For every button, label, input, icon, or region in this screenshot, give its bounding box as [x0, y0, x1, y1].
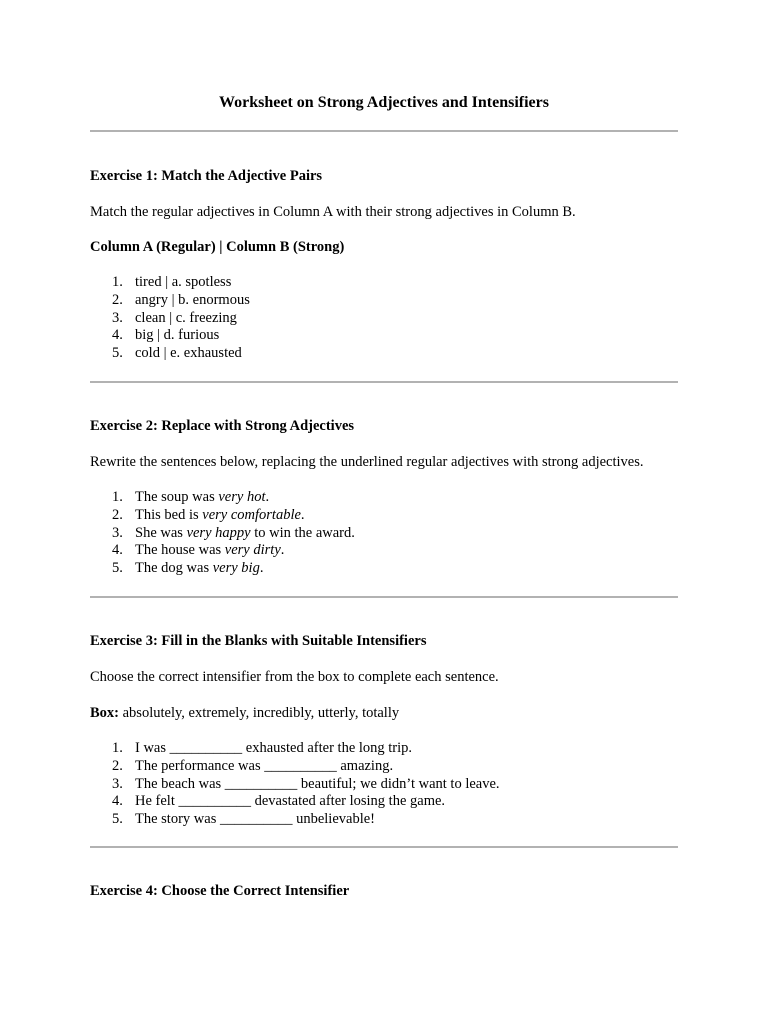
list-item	[90, 489, 355, 507]
item-number: 1.	[112, 489, 123, 505]
item-text-pre: The dog was	[135, 560, 213, 577]
list-item	[90, 740, 500, 758]
item-number: 2.	[112, 757, 123, 774]
divider	[90, 381, 678, 383]
item-number: 4.	[112, 542, 123, 559]
item-text: big | d. furious	[135, 327, 220, 344]
divider	[90, 130, 678, 132]
item-text: He felt __________ devastated after losing the game.	[135, 793, 446, 810]
list-item	[90, 776, 500, 794]
list-item	[90, 758, 500, 776]
exercise-2-list	[90, 489, 355, 578]
item-number: 2.	[112, 506, 123, 523]
box-label: Box:	[90, 705, 119, 721]
exercise-3-heading: Exercise 3: Fill in the Blanks with Suitable Intensifiers	[90, 633, 427, 649]
list-item	[90, 525, 355, 543]
item-text-post: .	[280, 542, 285, 559]
item-number: 4.	[112, 327, 123, 344]
item-number: 3.	[112, 309, 123, 326]
item-text-pre: The house was	[135, 542, 225, 559]
exercise-3-instruction: Choose the correct intensifier from the box to complete each sentence.	[90, 669, 499, 685]
item-text: cold | e. exhausted	[135, 345, 242, 362]
item-text: The performance was __________ amazing.	[135, 757, 394, 774]
list-item	[90, 560, 355, 578]
item-emphasis: very happy	[186, 524, 251, 541]
item-text-post: to win the award.	[250, 524, 355, 541]
box-words: absolutely, extremely, incredibly, utterly, totally	[119, 705, 400, 721]
list-item	[90, 274, 250, 292]
exercise-1-columns	[90, 238, 344, 256]
exercise-1-heading: Exercise 1: Match the Adjective Pairs	[90, 168, 323, 184]
exercise-2-heading: Exercise 2: Replace with Strong Adjectives	[90, 418, 355, 434]
item-text-pre: This bed is	[135, 506, 203, 523]
item-number: 5.	[112, 560, 123, 577]
divider	[90, 846, 678, 848]
item-number: 3.	[112, 524, 123, 541]
intensifier-box	[90, 704, 399, 722]
exercise-4-heading: Exercise 4: Choose the Correct Intensifier	[90, 883, 350, 899]
item-text-post: .	[259, 560, 264, 577]
item-number: 3.	[112, 775, 123, 792]
list-item	[90, 542, 355, 560]
item-number: 2.	[112, 291, 123, 308]
list-item	[90, 310, 250, 328]
item-emphasis: very hot	[218, 489, 266, 505]
item-text: The beach was __________ beautiful; we didn’t want to leave.	[135, 775, 500, 792]
item-text: clean | c. freezing	[135, 309, 237, 326]
divider	[90, 596, 678, 598]
exercise-2-instruction: Rewrite the sentences below, replacing the underlined regular adjectives with strong adjectives.	[90, 454, 644, 470]
list-item	[90, 793, 500, 811]
item-text: I was __________ exhausted after the long trip.	[135, 740, 413, 756]
item-number: 4.	[112, 793, 123, 810]
list-item	[90, 327, 250, 345]
list-item	[90, 292, 250, 310]
exercise-1-list	[90, 274, 250, 363]
columns-label: Column A (Regular) | Column B (Strong)	[90, 239, 345, 255]
exercise-3-list	[90, 740, 500, 829]
list-item	[90, 345, 250, 363]
item-emphasis: very comfortable	[202, 506, 301, 523]
item-number: 5.	[112, 345, 123, 362]
item-text-post: .	[300, 506, 305, 523]
item-number: 1.	[112, 274, 123, 290]
item-text: The story was __________ unbelievable!	[135, 811, 376, 828]
item-emphasis: very big	[212, 560, 260, 577]
item-text-pre: She was	[135, 524, 187, 541]
item-text: angry | b. enormous	[135, 291, 250, 308]
item-number: 5.	[112, 811, 123, 828]
item-text-post: .	[265, 489, 270, 505]
list-item	[90, 811, 500, 829]
item-emphasis: very dirty	[224, 542, 281, 559]
page-title: Worksheet on Strong Adjectives and Intensifiers	[219, 94, 549, 111]
exercise-1-instruction: Match the regular adjectives in Column A with their strong adjectives in Column B.	[90, 204, 576, 220]
item-text-pre: The soup was	[135, 489, 219, 505]
item-number: 1.	[112, 740, 123, 756]
list-item	[90, 507, 355, 525]
item-text: tired | a. spotless	[135, 274, 232, 290]
